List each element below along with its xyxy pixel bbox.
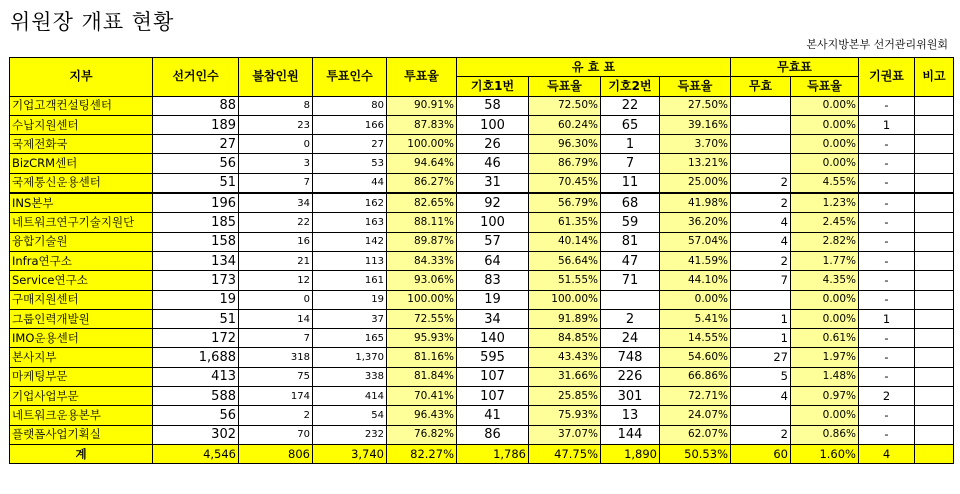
total-turnout-cell: 82.27% (387, 444, 457, 463)
abstain-votes: - (859, 290, 915, 309)
note-cell (915, 290, 954, 309)
turnout-cell: 82.65% (387, 193, 457, 213)
table-row (10, 115, 954, 134)
table-row (10, 425, 954, 444)
total-row (10, 444, 954, 463)
candidate-1-votes: 140 (457, 329, 529, 348)
invalid-rate: 0.00% (791, 135, 859, 154)
invalid-rate: 0.00% (791, 96, 859, 115)
absent-cell: 7 (239, 329, 313, 348)
branch-name: IMO운용센터 (10, 329, 153, 348)
header-turnout: 투표율 (387, 58, 457, 97)
candidate-2-votes: 68 (601, 193, 660, 213)
candidate-2-votes (601, 290, 660, 309)
candidate-2-votes: 24 (601, 329, 660, 348)
candidate-1-votes: 100 (457, 115, 529, 134)
invalid-votes (731, 96, 791, 115)
branch-name: 플랫폼사업기획실 (10, 425, 153, 444)
candidate-2-rate: 24.07% (660, 406, 731, 425)
turnout-cell: 84.33% (387, 251, 457, 270)
total-abstain-votes: 4 (859, 444, 915, 463)
candidate-2-rate: 62.07% (660, 425, 731, 444)
branch-name: 네트워크운용본부 (10, 406, 153, 425)
invalid-votes: 1 (731, 329, 791, 348)
branch-name: Service연구소 (10, 271, 153, 290)
candidate-2-votes: 59 (601, 213, 660, 232)
candidate-1-rate: 60.24% (529, 115, 601, 134)
header-candidate-1: 기호1번 (457, 77, 529, 96)
candidate-2-rate: 14.55% (660, 329, 731, 348)
candidate-1-rate: 25.85% (529, 387, 601, 406)
branch-name: 수납지원센터 (10, 115, 153, 134)
abstain-votes: - (859, 96, 915, 115)
turnout-cell: 95.93% (387, 329, 457, 348)
candidate-1-votes: 107 (457, 367, 529, 386)
absent-cell: 318 (239, 348, 313, 367)
candidate-2-votes: 2 (601, 309, 660, 328)
electors-cell: 56 (153, 406, 239, 425)
absent-cell: 23 (239, 115, 313, 134)
invalid-votes: 4 (731, 232, 791, 251)
candidate-1-votes: 100 (457, 213, 529, 232)
invalid-votes: 7 (731, 271, 791, 290)
abstain-votes: - (859, 135, 915, 154)
header-invalid-votes: 무효표 (731, 58, 859, 77)
candidate-1-rate: 43.43% (529, 348, 601, 367)
note-cell (915, 154, 954, 173)
abstain-votes: - (859, 425, 915, 444)
voters-cell: 44 (313, 173, 387, 193)
voters-cell: 37 (313, 309, 387, 328)
invalid-rate: 0.97% (791, 387, 859, 406)
candidate-1-rate: 56.64% (529, 251, 601, 270)
table-row (10, 154, 954, 173)
header-abstain: 기권표 (859, 58, 915, 97)
candidate-1-rate: 51.55% (529, 271, 601, 290)
invalid-votes (731, 135, 791, 154)
turnout-cell: 89.87% (387, 232, 457, 251)
table-row (10, 193, 954, 213)
candidate-1-votes: 26 (457, 135, 529, 154)
invalid-votes (731, 290, 791, 309)
branch-name: BizCRM센터 (10, 154, 153, 173)
candidate-1-votes: 107 (457, 387, 529, 406)
absent-cell: 22 (239, 213, 313, 232)
abstain-votes: - (859, 367, 915, 386)
voters-cell: 161 (313, 271, 387, 290)
voters-cell: 165 (313, 329, 387, 348)
electors-cell: 88 (153, 96, 239, 115)
table-row (10, 406, 954, 425)
page-title: 위원장 개표 현황 (10, 10, 175, 34)
turnout-cell: 81.84% (387, 367, 457, 386)
branch-name: 융합기술원 (10, 232, 153, 251)
candidate-1-rate: 75.93% (529, 406, 601, 425)
abstain-votes: - (859, 251, 915, 270)
candidate-2-votes: 65 (601, 115, 660, 134)
electors-cell: 56 (153, 154, 239, 173)
header-row-1 (10, 58, 954, 77)
invalid-votes: 1 (731, 309, 791, 328)
candidate-2-rate: 41.98% (660, 193, 731, 213)
note-cell (915, 348, 954, 367)
candidate-1-rate: 61.35% (529, 213, 601, 232)
candidate-1-votes: 86 (457, 425, 529, 444)
electors-cell: 173 (153, 271, 239, 290)
invalid-votes: 2 (731, 251, 791, 270)
header-candidate-2: 기호2번 (601, 77, 660, 96)
header-valid-votes: 유 효 표 (457, 58, 731, 77)
candidate-2-votes: 301 (601, 387, 660, 406)
abstain-votes: 2 (859, 387, 915, 406)
candidate-1-rate: 40.14% (529, 232, 601, 251)
note-cell (915, 367, 954, 386)
candidate-1-votes: 595 (457, 348, 529, 367)
table-row (10, 271, 954, 290)
vote-count-table (9, 57, 954, 464)
invalid-votes (731, 115, 791, 134)
invalid-rate: 1.48% (791, 367, 859, 386)
absent-cell: 14 (239, 309, 313, 328)
table-row (10, 387, 954, 406)
abstain-votes: - (859, 348, 915, 367)
branch-name: 국제통신운용센터 (10, 173, 153, 193)
abstain-votes: - (859, 173, 915, 193)
candidate-2-rate: 54.60% (660, 348, 731, 367)
candidate-1-votes: 64 (457, 251, 529, 270)
turnout-cell: 86.27% (387, 173, 457, 193)
absent-cell: 8 (239, 96, 313, 115)
total-absent-cell: 806 (239, 444, 313, 463)
candidate-2-rate: 44.10% (660, 271, 731, 290)
electors-cell: 51 (153, 173, 239, 193)
voters-cell: 80 (313, 96, 387, 115)
branch-name: Infra연구소 (10, 251, 153, 270)
voters-cell: 113 (313, 251, 387, 270)
candidate-2-rate: 0.00% (660, 290, 731, 309)
invalid-rate: 0.61% (791, 329, 859, 348)
header-rate-1: 득표율 (529, 77, 601, 96)
absent-cell: 2 (239, 406, 313, 425)
electors-cell: 196 (153, 193, 239, 213)
absent-cell: 7 (239, 173, 313, 193)
table-row (10, 135, 954, 154)
header-voters: 투표인수 (313, 58, 387, 97)
invalid-rate: 0.00% (791, 290, 859, 309)
candidate-2-votes: 81 (601, 232, 660, 251)
header-invalid-rate: 득표율 (791, 77, 859, 96)
candidate-1-rate: 72.50% (529, 96, 601, 115)
table-row (10, 251, 954, 270)
electors-cell: 51 (153, 309, 239, 328)
candidate-1-votes: 46 (457, 154, 529, 173)
invalid-votes: 27 (731, 348, 791, 367)
turnout-cell: 81.16% (387, 348, 457, 367)
candidate-1-rate: 70.45% (529, 173, 601, 193)
candidate-2-votes: 7 (601, 154, 660, 173)
candidate-1-votes: 19 (457, 290, 529, 309)
header-invalid: 무효 (731, 77, 791, 96)
table-row (10, 290, 954, 309)
invalid-rate: 4.55% (791, 173, 859, 193)
candidate-1-votes: 83 (457, 271, 529, 290)
invalid-votes (731, 406, 791, 425)
total-electors-cell: 4,546 (153, 444, 239, 463)
header-absent: 불참인원 (239, 58, 313, 97)
candidate-2-votes: 226 (601, 367, 660, 386)
voters-cell: 414 (313, 387, 387, 406)
candidate-1-rate: 96.30% (529, 135, 601, 154)
candidate-2-rate: 5.41% (660, 309, 731, 328)
electors-cell: 302 (153, 425, 239, 444)
candidate-2-rate: 57.04% (660, 232, 731, 251)
header-note: 비고 (915, 58, 954, 97)
total-candidate-2-votes: 1,890 (601, 444, 660, 463)
turnout-cell: 94.64% (387, 154, 457, 173)
candidate-1-votes: 31 (457, 173, 529, 193)
turnout-cell: 100.00% (387, 135, 457, 154)
voters-cell: 1,370 (313, 348, 387, 367)
branch-name: 네트워크연구기술지원단 (10, 213, 153, 232)
abstain-votes: - (859, 271, 915, 290)
invalid-rate: 1.23% (791, 193, 859, 213)
total-invalid-votes: 60 (731, 444, 791, 463)
invalid-rate: 2.45% (791, 213, 859, 232)
abstain-votes: 1 (859, 309, 915, 328)
abstain-votes: 1 (859, 115, 915, 134)
total-note-cell (915, 444, 954, 463)
branch-name: 기업고객컨설팅센터 (10, 96, 153, 115)
table-row (10, 348, 954, 367)
candidate-2-votes: 1 (601, 135, 660, 154)
table-body (10, 96, 954, 464)
total-invalid-rate: 1.60% (791, 444, 859, 463)
absent-cell: 34 (239, 193, 313, 213)
turnout-cell: 88.11% (387, 213, 457, 232)
total-candidate-2-rate: 50.53% (660, 444, 731, 463)
total-candidate-1-votes: 1,786 (457, 444, 529, 463)
candidate-2-rate: 13.21% (660, 154, 731, 173)
branch-name: 마케팅부문 (10, 367, 153, 386)
candidate-2-votes: 144 (601, 425, 660, 444)
candidate-1-rate: 86.79% (529, 154, 601, 173)
note-cell (915, 232, 954, 251)
note-cell (915, 309, 954, 328)
candidate-2-rate: 25.00% (660, 173, 731, 193)
note-cell (915, 173, 954, 193)
abstain-votes: - (859, 329, 915, 348)
header-rate-2: 득표율 (660, 77, 731, 96)
absent-cell: 0 (239, 290, 313, 309)
candidate-1-rate: 91.89% (529, 309, 601, 328)
electors-cell: 172 (153, 329, 239, 348)
candidate-2-rate: 27.50% (660, 96, 731, 115)
branch-name: 국제전화국 (10, 135, 153, 154)
note-cell (915, 406, 954, 425)
invalid-rate: 0.00% (791, 154, 859, 173)
note-cell (915, 251, 954, 270)
invalid-votes: 2 (731, 173, 791, 193)
table-row (10, 329, 954, 348)
candidate-2-votes: 13 (601, 406, 660, 425)
candidate-2-rate: 36.20% (660, 213, 731, 232)
candidate-2-votes: 47 (601, 251, 660, 270)
total-candidate-1-rate: 47.75% (529, 444, 601, 463)
table-row (10, 232, 954, 251)
electors-cell: 1,688 (153, 348, 239, 367)
candidate-2-rate: 41.59% (660, 251, 731, 270)
candidate-2-votes: 22 (601, 96, 660, 115)
note-cell (915, 193, 954, 213)
turnout-cell: 76.82% (387, 425, 457, 444)
candidate-2-rate: 66.86% (660, 367, 731, 386)
abstain-votes: - (859, 232, 915, 251)
note-cell (915, 425, 954, 444)
invalid-rate: 0.00% (791, 309, 859, 328)
header-branch: 지부 (10, 58, 153, 97)
candidate-1-rate: 100.00% (529, 290, 601, 309)
absent-cell: 0 (239, 135, 313, 154)
candidate-1-rate: 84.85% (529, 329, 601, 348)
candidate-1-votes: 41 (457, 406, 529, 425)
voters-cell: 54 (313, 406, 387, 425)
abstain-votes: - (859, 154, 915, 173)
note-cell (915, 329, 954, 348)
voters-cell: 142 (313, 232, 387, 251)
turnout-cell: 100.00% (387, 290, 457, 309)
absent-cell: 3 (239, 154, 313, 173)
electors-cell: 588 (153, 387, 239, 406)
absent-cell: 21 (239, 251, 313, 270)
electors-cell: 185 (153, 213, 239, 232)
abstain-votes: - (859, 406, 915, 425)
electors-cell: 189 (153, 115, 239, 134)
candidate-1-votes: 92 (457, 193, 529, 213)
electors-cell: 27 (153, 135, 239, 154)
turnout-cell: 93.06% (387, 271, 457, 290)
table-row (10, 213, 954, 232)
candidate-1-votes: 58 (457, 96, 529, 115)
turnout-cell: 72.55% (387, 309, 457, 328)
note-cell (915, 115, 954, 134)
electors-cell: 134 (153, 251, 239, 270)
header-electors: 선거인수 (153, 58, 239, 97)
invalid-rate: 0.00% (791, 115, 859, 134)
candidate-2-votes: 11 (601, 173, 660, 193)
turnout-cell: 90.91% (387, 96, 457, 115)
invalid-votes: 2 (731, 425, 791, 444)
absent-cell: 16 (239, 232, 313, 251)
absent-cell: 174 (239, 387, 313, 406)
invalid-rate: 1.97% (791, 348, 859, 367)
candidate-1-rate: 31.66% (529, 367, 601, 386)
electors-cell: 413 (153, 367, 239, 386)
invalid-votes: 4 (731, 387, 791, 406)
invalid-rate: 4.35% (791, 271, 859, 290)
absent-cell: 12 (239, 271, 313, 290)
table-row (10, 309, 954, 328)
voters-cell: 166 (313, 115, 387, 134)
candidate-2-rate: 72.71% (660, 387, 731, 406)
voters-cell: 163 (313, 213, 387, 232)
branch-name: 구매지원센터 (10, 290, 153, 309)
voters-cell: 27 (313, 135, 387, 154)
branch-name: 그룹인력개발원 (10, 309, 153, 328)
note-cell (915, 213, 954, 232)
organization-label: 본사지방본부 선거관리위원회 (806, 38, 948, 51)
candidate-1-rate: 37.07% (529, 425, 601, 444)
voters-cell: 338 (313, 367, 387, 386)
turnout-cell: 87.83% (387, 115, 457, 134)
candidate-2-votes: 748 (601, 348, 660, 367)
abstain-votes: - (859, 213, 915, 232)
absent-cell: 75 (239, 367, 313, 386)
invalid-rate: 0.00% (791, 406, 859, 425)
voters-cell: 162 (313, 193, 387, 213)
candidate-1-rate: 56.79% (529, 193, 601, 213)
absent-cell: 70 (239, 425, 313, 444)
note-cell (915, 387, 954, 406)
candidate-2-votes: 71 (601, 271, 660, 290)
voters-cell: 232 (313, 425, 387, 444)
total-branch-name: 계 (10, 444, 153, 463)
branch-name: INS본부 (10, 193, 153, 213)
electors-cell: 19 (153, 290, 239, 309)
invalid-votes (731, 154, 791, 173)
table-row (10, 173, 954, 193)
invalid-rate: 2.82% (791, 232, 859, 251)
branch-name: 본사지부 (10, 348, 153, 367)
candidate-2-rate: 39.16% (660, 115, 731, 134)
invalid-votes: 4 (731, 213, 791, 232)
voters-cell: 53 (313, 154, 387, 173)
invalid-votes: 2 (731, 193, 791, 213)
voters-cell: 19 (313, 290, 387, 309)
turnout-cell: 70.41% (387, 387, 457, 406)
branch-name: 기업사업부문 (10, 387, 153, 406)
total-voters-cell: 3,740 (313, 444, 387, 463)
candidate-2-rate: 3.70% (660, 135, 731, 154)
invalid-rate: 0.86% (791, 425, 859, 444)
invalid-rate: 1.77% (791, 251, 859, 270)
abstain-votes: - (859, 193, 915, 213)
candidate-1-votes: 57 (457, 232, 529, 251)
turnout-cell: 96.43% (387, 406, 457, 425)
note-cell (915, 135, 954, 154)
table-row (10, 367, 954, 386)
note-cell (915, 96, 954, 115)
note-cell (915, 271, 954, 290)
candidate-1-votes: 34 (457, 309, 529, 328)
table-row (10, 96, 954, 115)
electors-cell: 158 (153, 232, 239, 251)
invalid-votes: 5 (731, 367, 791, 386)
